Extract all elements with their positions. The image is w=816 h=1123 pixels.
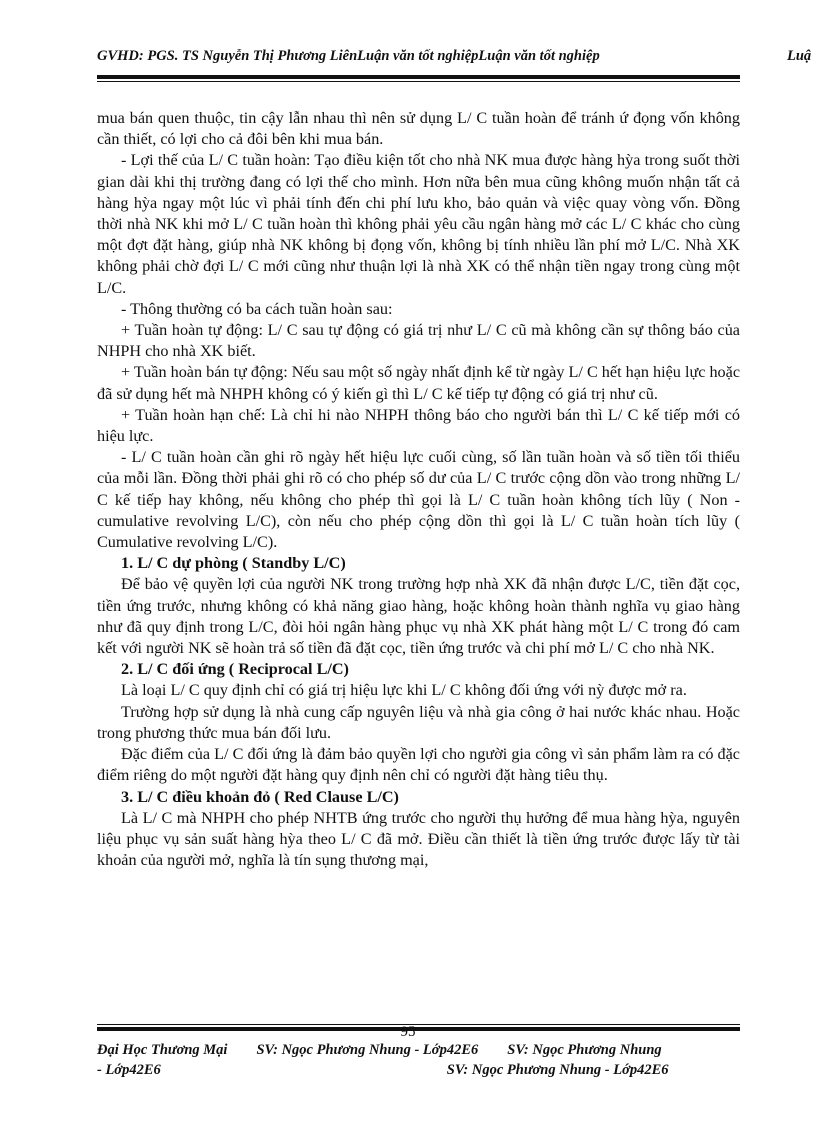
paragraph: + Tuần hoàn bán tự động: Nếu sau một số ngày nhất định kể từ ngày L/ C hết hạn hiệu lực hoặc đã sử dụng hết mà NHPH không có ý kiến gì thì L/ C kế tiếp tự động có giá trị như cũ. — [97, 363, 741, 403]
paragraph: mua bán quen thuộc, tin cậy lẫn nhau thì nên sử dụng L/ C tuần hoàn để tránh ứ đọng vốn không cần thiết, có lợi cho cả đôi bên khi mua bán. — [97, 109, 740, 149]
section-heading: 3. L/ C điều khoản đỏ ( Red Clause L/C) — [121, 787, 399, 806]
paragraph: Đặc điểm của L/ C đối ứng là đảm bảo quyền lợi cho người gia công vì sản phẩm làm ra có đặc điểm riêng do một người đặt hàng quy định nên chỉ có người đặt hàng tiêu thụ. — [97, 745, 740, 785]
header-text: GVHD: PGS. TS Nguyễn Thị Phương LiênLuận văn tốt nghiệpLuận văn tốt nghiệp — [97, 48, 600, 64]
paragraph: Trường hợp sử dụng là nhà cung cấp nguyên liệu và nhà gia công ở hai nước khác nhau. Hoặc trong phương thức mua bán đối lưu. — [97, 702, 740, 742]
paragraph: Là loại L/ C quy định chỉ có giá trị hiệu lực khi L/ C không đối ứng với nỳ được mở ra. — [121, 681, 687, 700]
section-heading: 2. L/ C đối ứng ( Reciprocal L/C) — [121, 660, 349, 679]
page-footer — [97, 1041, 747, 1080]
header-text-right: Luậ — [787, 48, 812, 64]
page-number: 95 — [400, 1024, 416, 1040]
paragraph: - Lợi thế của L/ C tuần hoàn: Tạo điều kiện tốt cho nhà NK mua được hàng hỳa trong suốt thời gian dài khi thị trường đang có lợi thế cho mình. Hơn nữa bên mua cũng không muốn nhận tất cả hàng hỳa ngay một lúc vì phải tính đến chi phí lưu kho, bảo quản và việc quay vòng vốn. Đồng thời nhà NK khi mở L/ C tuần hoàn thì không phải yêu cầu ngân hàng mở các L/ C khác cho cùng một đợt đặt hàng, giúp nhà NK không bị đọng vốn, không bị tính nhiều lần phí mở L/C. Nhà XK không phải chờ đợi L/ C mới cũng như thuận lợi là nhà XK có thể nhận tiền ngay trong cùng một L/C. — [97, 151, 740, 297]
paragraph: Để bảo vệ quyền lợi của người NK trong trường hợp nhà XK đã nhận được L/C, tiền đặt cọc, tiền ứng trước, nhưng không có khả năng giao hàng, hoặc không hoàn thành nghĩa vụ giao hàng như đã quy định trong L/C, đòi hỏi ngân hàng phục vụ nhà XK phát hàng một L/ C trong đó cam kết với người NK sẽ hoàn trả số tiền đã đặt cọc, tiền ứng trước và chi phí mở L/ C cho nhà NK. — [97, 575, 740, 658]
paragraph: + Tuần hoàn hạn chế: Là chỉ hi nào NHPH thông báo cho người bán thì L/ C kế tiếp mới có hiệu lực. — [97, 405, 740, 446]
paragraph: - Thông thường có ba cách tuần hoàn sau: — [121, 299, 393, 318]
footer-rule — [97, 1024, 740, 1031]
footer-class: - Lớp42E6 — [97, 1061, 161, 1078]
footer-student: SV: Ngọc Phương Nhung - Lớp42E6 — [446, 1061, 669, 1078]
section-heading: 1. L/ C dự phòng ( Standby L/C) — [121, 554, 346, 573]
footer-student: SV: Ngọc Phương Nhung — [507, 1042, 662, 1058]
header-rule — [97, 75, 740, 82]
paragraph: Là L/ C mà NHPH cho phép NHTB ứng trước cho người thụ hưởng để mua hàng hỳa, nguyên liệu phục vụ sản suất hàng hỳa theo L/ C đã mở. Điều cần thiết là tiền ứng trước được lấy từ tài khoản của người mở, nghĩa là tín sụng thương mại, — [97, 808, 740, 870]
paragraph: - L/ C tuần hoàn cần ghi rõ ngày hết hiệu lực cuối cùng, số lần tuần hoàn và số tiền tối thiểu của mỗi lần. Đồng thời phải ghi rõ có cho phép số dư của L/ C trước cộng dồn vào trong những L/ C kế tiếp hay không, nếu không cho phép thì gọi là L/ C tuần hoàn không tích lũy ( Non - cumulative revolving L/C), còn nếu cho phép cộng dồn thì gọi là L/ C tuần hoàn tích lũy ( Cumulative revolving L/C). — [97, 448, 740, 552]
footer-student: SV: Ngọc Phương Nhung - Lớp42E6 — [256, 1042, 479, 1058]
document-body — [97, 108, 740, 871]
footer-university: Đại Học Thương Mại — [97, 1042, 228, 1058]
paragraph: + Tuần hoàn tự động: L/ C sau tự động có giá trị như L/ C cũ mà không cần sự thông báo của NHPH cho nhà XK biết. — [97, 321, 740, 361]
